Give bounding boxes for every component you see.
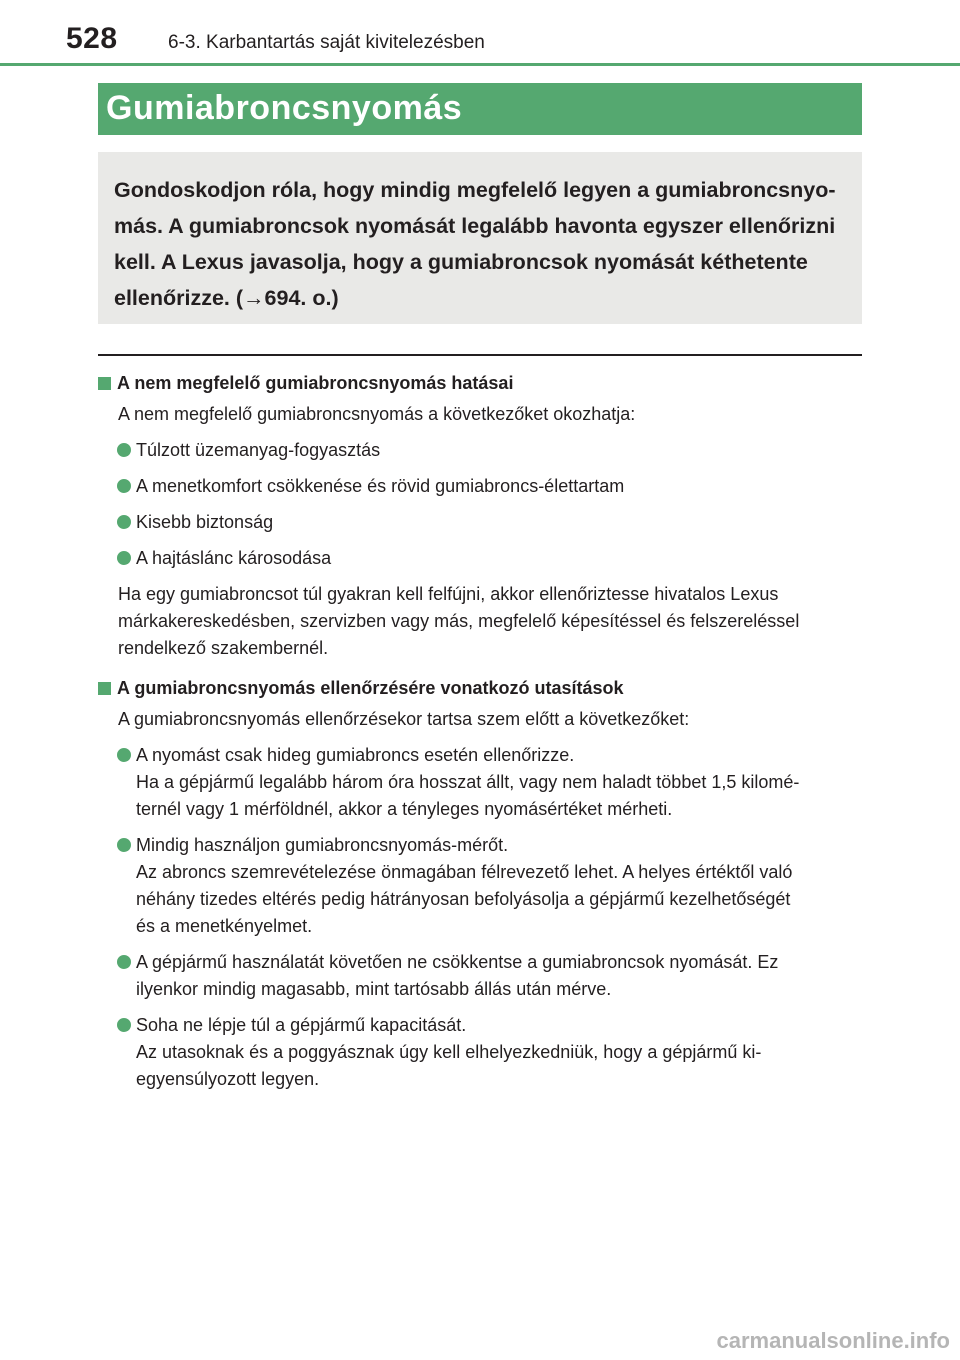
watermark: carmanualsonline.info (716, 1328, 950, 1353)
page-header (0, 0, 960, 68)
square-bullet-icon (98, 377, 111, 390)
list-item: Kisebb biztonság (136, 509, 862, 536)
intro-box (98, 152, 862, 324)
intro-line: Gondoskodjon róla, hogy mindig megfelelő legyen a gumiabroncsnyo- (114, 178, 836, 202)
subsection-heading: A gumiabroncsnyomás ellenőrzésére vonatkozó utasítások (98, 671, 862, 705)
intro-line: ellenőrizze. (→694. o.) (114, 286, 339, 310)
header-rule (0, 63, 960, 66)
square-bullet-icon (98, 682, 111, 695)
list-item: A hajtáslánc károsodása (136, 545, 862, 572)
section-title: Gumiabroncsnyomás (106, 89, 463, 127)
bullet-dot-icon (117, 955, 131, 969)
list-item: A gépjármű használatát követően ne csökkentse a gumiabroncsok nyomását. Ez ilyenkor mindig magasabb, mint tartósabb állás után mérve. (136, 949, 862, 1003)
bullet-dot-icon (117, 838, 131, 852)
chapter-title: 6-3. Karbantartás saját kivitelezésben (168, 32, 485, 53)
intro-line: más. A gumiabroncsok nyomását legalább havonta egyszer ellenőrizni (114, 214, 836, 238)
list-item: Soha ne lépje túl a gépjármű kapacitását. Az utasoknak és a poggyásznak úgy kell elhelyezkedniük, hogy a gépjármű ki- egyensúlyozott legyen. (136, 1012, 862, 1093)
main-content (98, 366, 862, 1102)
divider-rule (98, 354, 862, 356)
bullet-dot-icon (117, 443, 131, 457)
subsection-lead: A gumiabroncsnyomás ellenőrzésekor tartsa szem előtt a következőket: (118, 709, 690, 729)
subsection-heading: A nem megfelelő gumiabroncsnyomás hatásai (98, 366, 862, 400)
list-item: Mindig használjon gumiabroncsnyomás-mérőt. Az abroncs szemrevételezése önmagában félrevezető lehet. A helyes értéktől való néhány tizedes eltérés pedig hátrányosan befolyásolja a gépjármű kezelhetőségét és a menetkényelmet. (136, 832, 862, 940)
bullet-dot-icon (117, 551, 131, 565)
page-number: 528 (66, 22, 118, 55)
list-item: A nyomást csak hideg gumiabroncs esetén ellenőrizze. Ha a gépjármű legalább három óra hosszat állt, vagy nem haladt többet 1,5 kilomé- ternél vagy 1 mérföldnél, akkor a tényleges nyomásértéket mérheti. (136, 742, 862, 823)
subsection-lead: A nem megfelelő gumiabroncsnyomás a következőket okozhatja: (118, 404, 636, 424)
list-item: Túlzott üzemanyag-fogyasztás (136, 437, 862, 464)
bullet-dot-icon (117, 479, 131, 493)
bullet-dot-icon (117, 1018, 131, 1032)
bullet-dot-icon (117, 748, 131, 762)
section-title-bar (98, 83, 862, 135)
bullet-dot-icon (117, 515, 131, 529)
intro-line: kell. A Lexus javasolja, hogy a gumiabroncsok nyomását kéthetente (114, 250, 808, 274)
list-item: A menetkomfort csökkenése és rövid gumiabroncs-élettartam (136, 473, 862, 500)
note-paragraph: Ha egy gumiabroncsot túl gyakran kell felfújni, akkor ellenőriztesse hivatalos Lexus márkakereskedésben, szervizben vagy más, megfelelő képesítéssel és felszereléssel rendelkező szakembernél. (118, 584, 800, 658)
